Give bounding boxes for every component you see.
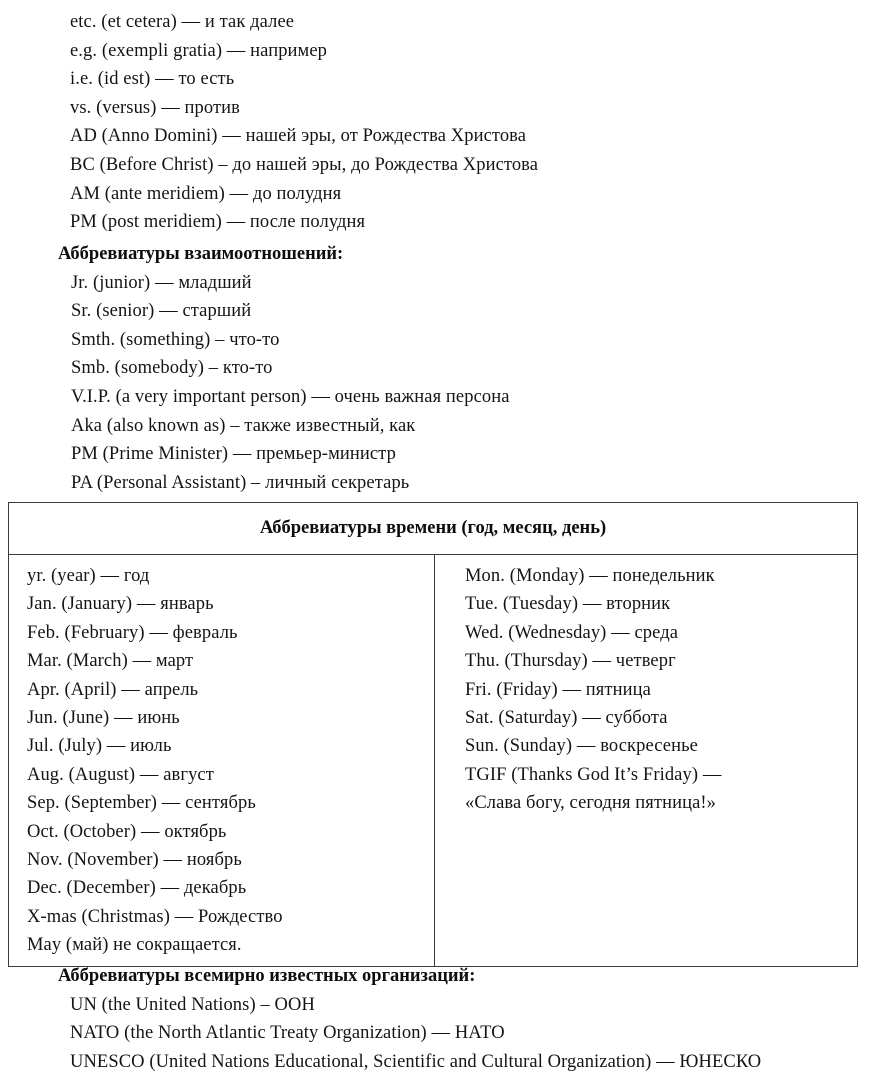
table-row: Sep. (September) — сентябрь [27,793,256,814]
list-item: BC (Before Christ) – до нашей эры, до Рождества Христова [70,154,539,175]
list-item: Sr. (senior) — старший [71,301,252,322]
table-cell-months [9,555,435,966]
table-row: Dec. (December) — декабрь [27,878,247,899]
table-row: Sun. (Sunday) — воскресенье [465,736,698,757]
list-item: Smth. (something) – что-то [71,329,280,350]
list-item: Jr. (junior) — младший [71,272,252,293]
table-row: Mon. (Monday) — понедельник [465,566,715,586]
table-row: Sat. (Saturday) — суббота [465,708,668,729]
table-row: «Слава богу, сегодня пятница!» [465,793,717,814]
list-item: PM (Prime Minister) — премьер-министр [71,444,396,465]
list-item: AD (Anno Domini) — нашей эры, от Рождества Христова [70,126,527,147]
table-row: X-mas (Christmas) — Рождество [27,906,283,927]
table-header-row [9,503,857,555]
table-row: Jul. (July) — июль [27,736,172,757]
table-row: Feb. (February) — февраль [27,622,238,643]
list-item: PA (Personal Assistant) – личный секретарь [71,472,410,493]
section-heading: Аббревиатуры всемирно известных организаций: [58,966,476,986]
list-item: Aka (also known as) – также известный, как [71,415,416,436]
time-abbreviations-table [8,502,858,967]
table-row: Mar. (March) — март [27,651,194,672]
list-item: UN (the United Nations) – ООН [70,994,315,1015]
section-heading: Аббревиатуры взаимоотношений: [58,244,344,264]
list-item: PM (post meridiem) — после полудня [70,212,366,233]
table-row: Apr. (April) — апрель [27,679,199,700]
table-row: Nov. (November) — ноябрь [27,850,242,871]
table-body [9,555,857,966]
table-row: Jun. (June) — июнь [27,708,180,729]
table-row: Fri. (Friday) — пятница [465,679,651,700]
table-row: Jan. (January) — январь [27,594,214,615]
relationship-abbreviations-section [58,240,510,497]
list-item: vs. (versus) — против [70,97,241,118]
table-row: Aug. (August) — август [27,764,214,785]
table-row: Oct. (October) — октябрь [27,821,227,842]
latin-abbreviations-section [70,8,538,237]
table-row: Tue. (Tuesday) — вторник [465,594,671,615]
list-item: Smb. (somebody) – кто-то [71,358,273,379]
relationship-abbreviations-list [58,269,510,498]
list-item: e.g. (exempli gratia) — например [70,40,328,61]
list-item: etc. (et cetera) — и так далее [70,12,295,32]
table-row: Thu. (Thursday) — четверг [465,651,676,672]
table-row: May (май) не сокращается. [27,935,242,956]
table-header-title: Аббревиатуры времени (год, месяц, день) [259,518,607,538]
organisation-abbreviations-section [58,962,761,1077]
organisation-abbreviations-list [58,991,761,1077]
list-item: i.e. (id est) — то есть [70,69,235,90]
table-cell-weekdays [435,555,857,966]
list-item: V.I.P. (a very important person) — очень важная персона [71,386,510,407]
table-row: TGIF (Thanks God It’s Friday) — [465,764,722,785]
latin-abbreviations-list [70,8,538,237]
list-item: UNESCO (United Nations Educational, Scientific and Cultural Organization) — ЮНЕСКО [70,1052,762,1073]
table-row: Wed. (Wednesday) — среда [465,622,679,643]
table-row: yr. (year) — год [27,566,150,586]
list-item: AM (ante meridiem) — до полудня [70,183,342,204]
list-item: NATO (the North Atlantic Treaty Organization) — НАТО [70,1023,505,1044]
